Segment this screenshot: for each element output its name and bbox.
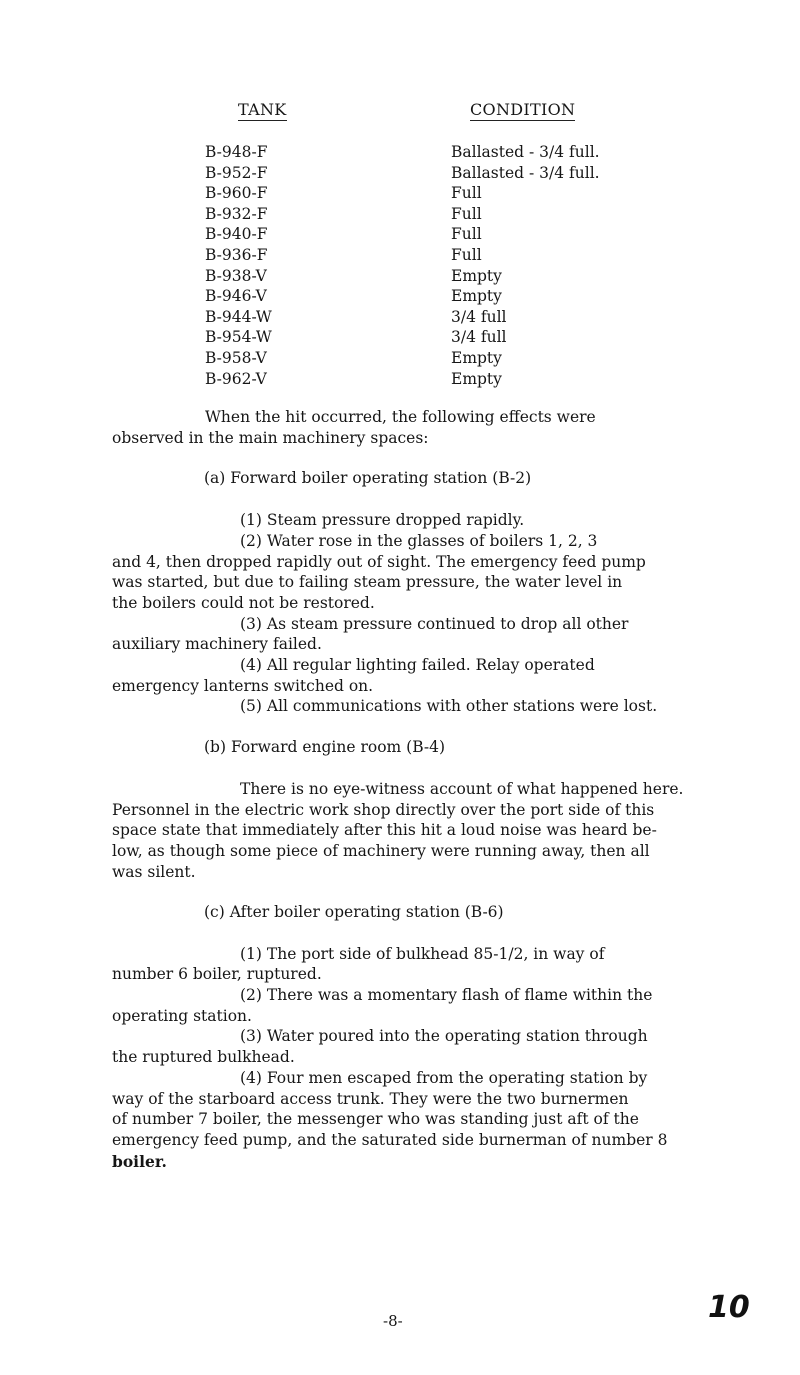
body-line: (3) Water poured into the operating station through	[240, 1027, 648, 1045]
body-line: number 6 boiler, ruptured.	[112, 965, 322, 983]
tank-id: B-958-V	[205, 348, 267, 367]
body-line: (1) Steam pressure dropped rapidly.	[240, 511, 525, 529]
tank-id: B-962-V	[205, 369, 267, 388]
tank-column-header: TANK	[238, 100, 287, 119]
tank-id: B-952-F	[205, 163, 268, 182]
tank-condition: Full	[451, 225, 482, 244]
tank-condition: 3/4 full	[451, 328, 507, 347]
tank-id: B-944-W	[205, 307, 272, 326]
tank-condition: Full	[451, 184, 482, 203]
body-line: When the hit occurred, the following effects were	[205, 408, 596, 426]
tank-id: B-954-W	[205, 328, 272, 347]
body-line: observed in the main machinery spaces:	[112, 429, 429, 447]
body-line: (3) As steam pressure continued to drop all other	[240, 615, 629, 633]
body-line: Personnel in the electric work shop directly over the port side of this	[112, 801, 655, 819]
body-line: (1) The port side of bulkhead 85-1/2, in way of	[240, 945, 605, 963]
body-line: was silent.	[112, 863, 196, 881]
tank-list	[205, 142, 272, 389]
body-line: boiler.	[112, 1152, 167, 1171]
tank-id: B-946-V	[205, 287, 267, 306]
body-line: (2) There was a momentary flash of flame within the	[240, 986, 653, 1004]
body-line: the ruptured bulkhead.	[112, 1048, 295, 1066]
body-line: the boilers could not be restored.	[112, 594, 375, 612]
body-line: (5) All communications with other stations were lost.	[240, 697, 658, 715]
tank-id: B-960-F	[205, 184, 268, 203]
body-line: auxiliary machinery failed.	[112, 635, 322, 653]
tank-condition: Ballasted - 3/4 full.	[451, 143, 600, 161]
body-line: emergency lanterns switched on.	[112, 677, 374, 695]
body-line: was started, but due to failing steam pressure, the water level in	[112, 573, 623, 591]
tank-condition: Empty	[451, 266, 502, 285]
body-line: space state that immediately after this hit a loud noise was heard be-	[112, 821, 657, 839]
tank-condition: Full	[451, 204, 482, 223]
tank-id: B-932-F	[205, 204, 268, 223]
condition-list	[451, 142, 600, 389]
section-heading: (b) Forward engine room (B-4)	[204, 738, 446, 756]
tank-condition: Full	[451, 245, 482, 264]
page-number: -8-	[383, 1312, 403, 1330]
condition-column-header: CONDITION	[470, 100, 576, 119]
body-line: low, as though some piece of machinery were running away, then all	[112, 842, 650, 860]
tank-condition: Empty	[451, 348, 502, 367]
body-line: (4) All regular lighting failed. Relay operated	[240, 656, 595, 674]
tank-condition: 3/4 full	[451, 307, 507, 326]
tank-id: B-940-F	[205, 225, 268, 244]
tank-condition: Empty	[451, 287, 502, 306]
body-line: (2) Water rose in the glasses of boilers 1, 2, 3	[240, 532, 598, 550]
tank-id: B-948-F	[205, 143, 268, 161]
tank-condition: Ballasted - 3/4 full.	[451, 163, 600, 182]
body-line: (4) Four men escaped from the operating station by	[240, 1069, 648, 1087]
body-line: emergency feed pump, and the saturated side burnerman of number 8	[112, 1131, 668, 1149]
body-line: way of the starboard access trunk. They were the two burnermen	[112, 1090, 629, 1108]
tank-id: B-938-V	[205, 266, 267, 285]
handwritten-page-number: 10	[708, 1290, 750, 1325]
tank-id: B-936-F	[205, 245, 268, 264]
body-line: operating station.	[112, 1007, 252, 1025]
section-heading: (a) Forward boiler operating station (B-2)	[204, 469, 532, 487]
section-heading: (c) After boiler operating station (B-6)	[204, 903, 504, 921]
body-line: and 4, then dropped rapidly out of sight. The emergency feed pump	[112, 553, 646, 571]
body-line: There is no eye-witness account of what happened here.	[240, 780, 684, 798]
body-line: of number 7 boiler, the messenger who was standing just aft of the	[112, 1110, 639, 1128]
tank-condition: Empty	[451, 369, 502, 388]
